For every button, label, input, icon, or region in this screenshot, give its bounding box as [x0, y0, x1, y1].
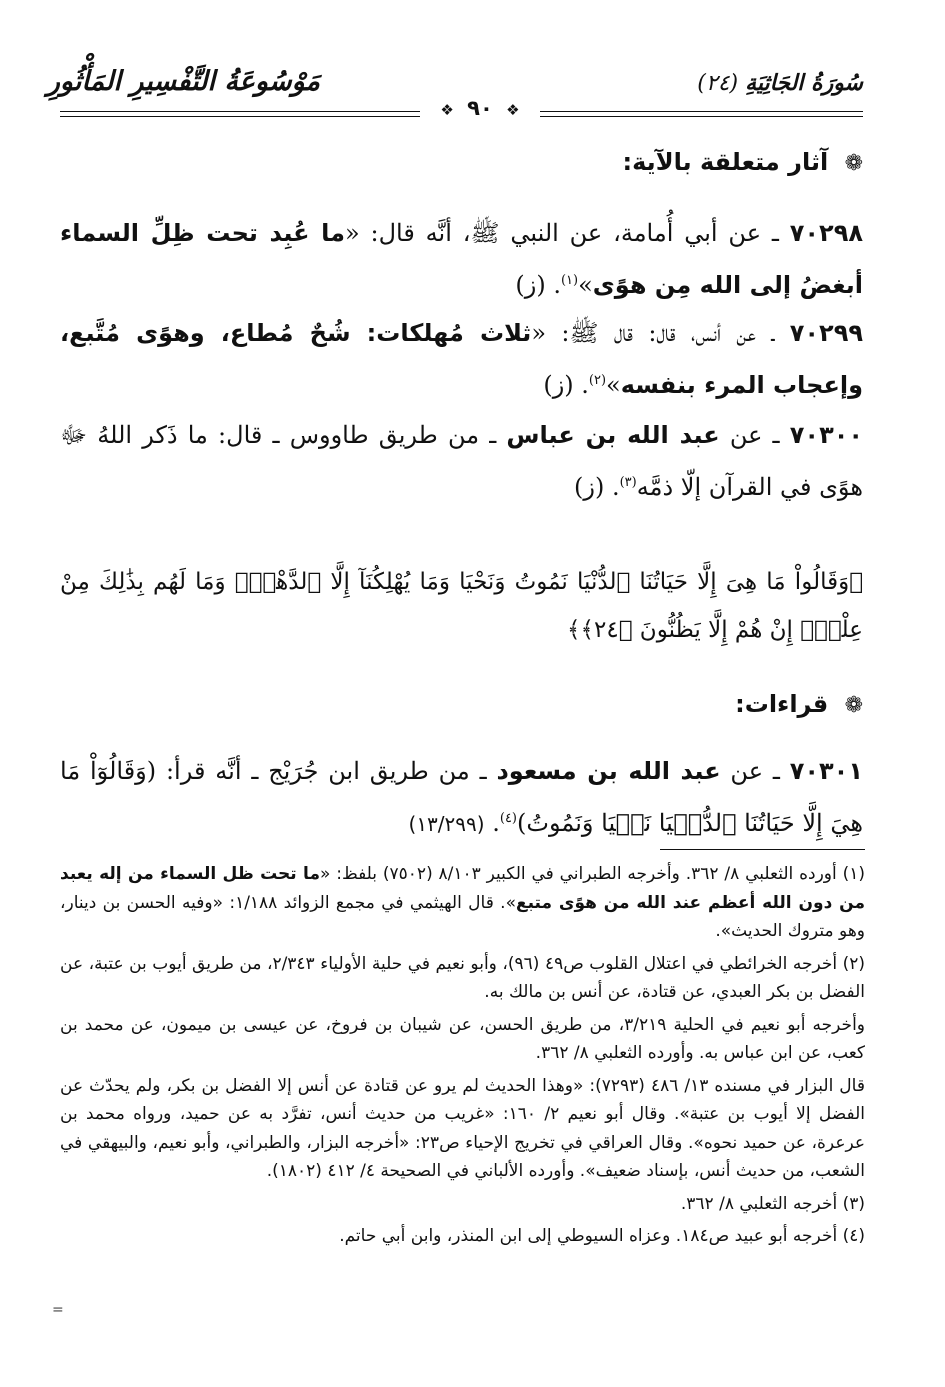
margin-mark: =: [52, 1302, 64, 1318]
entry-intro: ـ عن: [720, 757, 780, 785]
section-heading-athar: [623, 148, 863, 176]
hadith-entry: [60, 210, 863, 309]
ornament-icon: ❖: [440, 101, 454, 119]
footnote: (١) أورده الثعلبي ٨/ ٣٦٢. وأخرجه الطبراني في الكبير ٨/١٠٣ (٧٥٠٢) بلفظ: «ما تحت ظل السماء من إله يعبد من دون الله أعظم عند الله من هوًى متبع». قال الهيثمي في مجمع الزوائد ١/١٨٨: «وفيه الحسن بن دينار، وهو متروك الحديث».: [60, 864, 865, 941]
page-number-box: [420, 96, 540, 120]
flower-icon: ❁: [844, 693, 863, 718]
entry-intro: ـ عن: [719, 421, 780, 449]
surah-name: سُورَةُ الجَاثِيَةِ: [745, 70, 863, 96]
volume-page-ref: (١٣/٢٩٩): [408, 812, 485, 836]
entry-tail: .: [492, 809, 500, 837]
footnote: قال البزار في مسنده ١٣/ ٤٨٦ (٧٢٩٣): «وهذا الحديث لم يرو عن قتادة عن أنس إلا الفضل بن بكر، ولم يحدّث عن الفضل إلا أيوب بن عتبة». وقال أبو نعيم ٢/ ١٦٠: «غريب من حديث أنس، تفرَّد به عن حميد، ورواه محمد بن عرعرة، عن حميد نحوه». وقال العراقي في تخريج الإحياء ص٢٣: «أخرجه البزار، والطبراني، وأبو نعيم، والبيهقي في الشعب، من حديث أنس، بإسناد ضعيف». وأورده الألباني في الصحيحة ٤/ ٤١٢ (١٨٠٢).: [60, 1075, 865, 1181]
footnote-marker: (٢): [588, 373, 607, 388]
footnote: وأخرجه أبو نعيم في الحلية ٣/٢١٩، من طريق الحسن، عن شيبان بن فروخ، عن عيسى بن ميمون، عن محمد بن كعب، عن ابن عباس به. وأورده الثعلبي ٨/ ٣٦٢.: [60, 1014, 865, 1063]
athar-entry: [60, 412, 863, 511]
flower-icon: ❁: [844, 151, 863, 176]
footnote-marker: (١): [560, 273, 579, 288]
narrator-name: عبد الله بن مسعود: [496, 757, 721, 785]
entry-matn: ما عُبِد تحت ظِلِّ السماء أبغضُ إلى الله مِن هوًى: [60, 219, 863, 299]
entry-number: ٧٠٣٠٠: [789, 421, 864, 449]
running-header: [697, 70, 863, 96]
hadith-entry: [60, 310, 863, 409]
footnote: (٣) أخرجه الثعلبي ٨/ ٣٦٢.: [680, 1193, 865, 1214]
entry-intro: ـ عن أنس، قال: قال ﷺ: «: [531, 319, 775, 347]
entry-tail: . (ز): [574, 473, 620, 501]
narrator-name: عبد الله بن عباس: [506, 421, 720, 449]
entry-tail: . (ز): [515, 271, 561, 299]
footnote-marker: (٣): [619, 475, 637, 490]
entry-text: ـ من طريق ابن جُرَيْج ـ أنَّه قرأ: (وَقَالُوٓاْ مَا هِيَ إِلَّا حَيَاتُنَا ٱلدُّنۡيَا نَحۡيَا وَنَمُوتُ): [60, 757, 863, 837]
entry-number: ٧٠٢٩٩: [789, 319, 863, 347]
footnote: (٢) أخرجه الخرائطي في اعتلال القلوب ص٤٩ (٩٦)، وأبو نعيم في حلية الأولياء ٢/٣٤٣، من طريق أيوب بن عتبة، عن الفضل بن بكر العبدي، عن قتادة، عن أنس بن مالك به.: [60, 953, 866, 1002]
section-heading-qiraat: [735, 690, 863, 718]
page-number: ٩٠: [467, 96, 493, 120]
entry-matn: ثلاث مُهلكات: شُحٌ مُطاع، وهوًى مُتَّبع، وإعجاب المرء بنفسه: [60, 319, 863, 399]
heading-text: آثار متعلقة بالآية:: [622, 148, 829, 176]
entry-close: »: [578, 271, 593, 299]
entry-number: ٧٠٣٠١: [789, 757, 863, 785]
entry-text: ـ من طريق طاووس ـ قال: ما ذَكر اللهُ ﷻ هوًى في القرآن إلّا ذمَّه: [60, 421, 863, 501]
qiraat-entry: [60, 748, 863, 848]
entry-close: »: [606, 371, 621, 399]
footnote-bold: ما تحت ظل السماء من إله يعبد من دون الله أعظم عند الله من هوًى متبع: [60, 864, 865, 913]
footnote-marker: (٤): [499, 811, 517, 826]
footnote-separator: [660, 849, 865, 850]
entry-number: ٧٠٢٩٨: [789, 219, 863, 247]
verse-ref: (٢٤): [697, 71, 739, 96]
footnote: (٤) أخرجه أبو عبيد ص١٨٤. وعزاه السيوطي إلى ابن المنذر، وابن أبي حاتم.: [339, 1226, 865, 1246]
footnotes: [60, 860, 865, 1255]
heading-text: قراءات:: [735, 690, 829, 718]
book-title: مَوْسُوعَةُ التَّفْسِيرِ المَأْثُورِ: [46, 66, 320, 97]
entry-tail: . (ز): [543, 371, 589, 399]
quran-verse: ﴿وَقَالُواْ مَا هِىَ إِلَّا حَيَاتُنَا ٱلدُّنْيَا نَمُوتُ وَنَحْيَا وَمَا يُهْلِكُنَآ إِلَّا ٱلدَّهْرُۚ وَمَا لَهُم بِذَٰلِكَ مِنْ عِلْمٍۖ إِنْ هُمْ إِلَّا يَظُنُّونَ ﴿٢٤﴾﴾: [60, 569, 863, 643]
entry-intro: ـ عن أبي أُمامة، عن النبي ﷺ، أنَّه قال: «: [345, 219, 779, 247]
ornament-icon: ❖: [506, 101, 520, 119]
